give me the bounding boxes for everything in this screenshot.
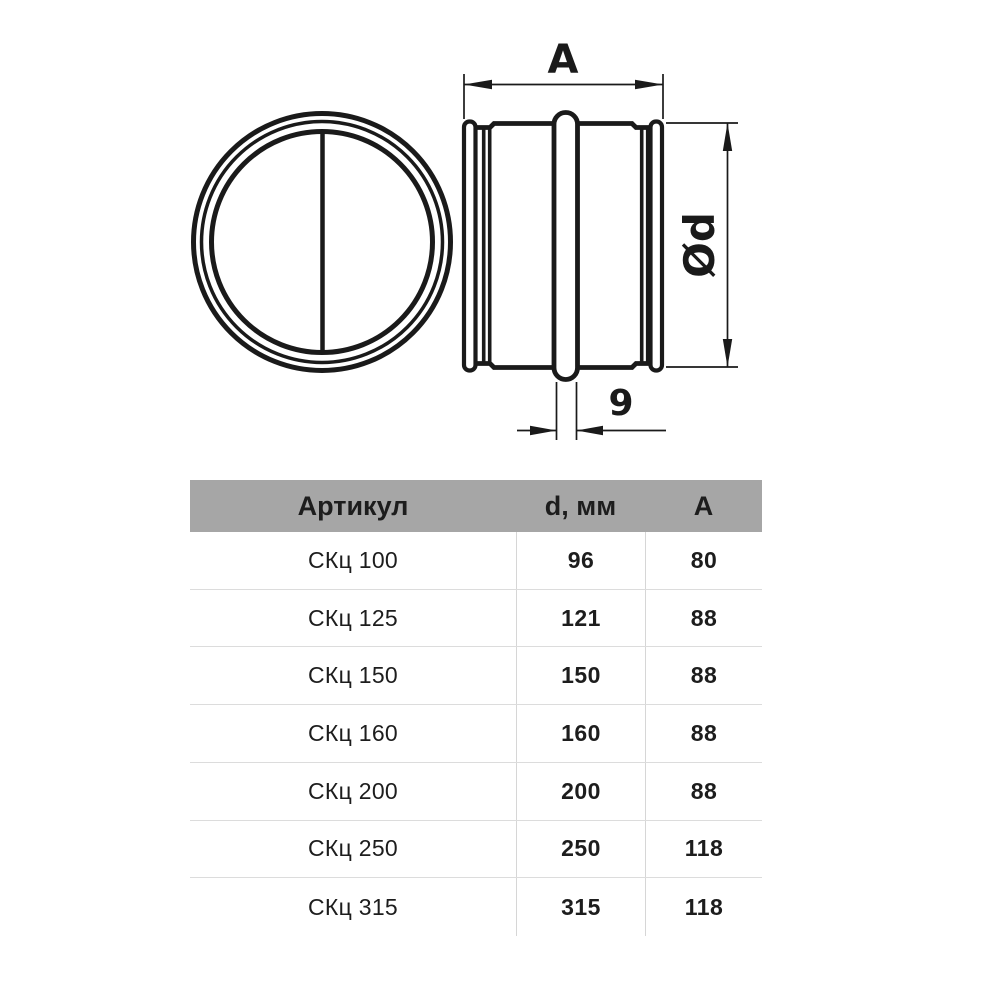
dimension-a-label: A xyxy=(547,37,579,83)
diameter-cell: 150 xyxy=(516,647,645,704)
diameter-cell: 200 xyxy=(516,763,645,820)
diameter-cell: 96 xyxy=(516,532,645,589)
diameter-cell: 315 xyxy=(516,878,645,936)
table-row xyxy=(190,705,762,763)
arrowhead-down xyxy=(723,339,732,367)
side-view-center-rib xyxy=(554,113,578,380)
column-header-width: А xyxy=(693,490,714,521)
table-row xyxy=(190,821,762,879)
width-cell: 118 xyxy=(645,821,762,878)
spec-table xyxy=(190,480,762,936)
front-view xyxy=(194,114,451,371)
dimension-diameter xyxy=(666,123,738,367)
diameter-cell: 250 xyxy=(516,821,645,878)
side-view-right-lip xyxy=(651,122,663,371)
dimension-a xyxy=(464,37,663,119)
article-cell: СКц 200 xyxy=(307,777,399,804)
arrowhead-right xyxy=(635,80,663,89)
width-cell: 88 xyxy=(645,590,762,647)
width-cell: 88 xyxy=(645,647,762,704)
dimension-rib-width xyxy=(517,382,666,440)
article-cell: СКц 125 xyxy=(307,604,399,631)
diameter-cell: 121 xyxy=(516,590,645,647)
column-header-diameter: d, мм xyxy=(544,490,617,521)
width-cell: 88 xyxy=(645,763,762,820)
table-row xyxy=(190,590,762,648)
article-cell: СКц 100 xyxy=(307,546,399,573)
article-cell: СКц 150 xyxy=(307,662,399,689)
side-view-left-lip xyxy=(464,122,476,371)
table-row xyxy=(190,532,762,590)
article-cell: СКц 315 xyxy=(307,893,399,920)
technical-drawing xyxy=(0,0,1000,470)
diameter-cell: 160 xyxy=(516,705,645,762)
table-row xyxy=(190,647,762,705)
arrowhead-right xyxy=(530,426,557,435)
table-row xyxy=(190,878,762,936)
arrowhead-left xyxy=(577,426,604,435)
width-cell: 88 xyxy=(645,705,762,762)
article-cell: СКц 160 xyxy=(307,719,399,746)
side-view xyxy=(464,113,662,380)
arrowhead-up xyxy=(723,123,732,151)
table-row xyxy=(190,763,762,821)
table-header-row xyxy=(190,480,762,532)
width-cell: 118 xyxy=(645,878,762,936)
column-header-article: Артикул xyxy=(297,490,409,521)
width-cell: 80 xyxy=(645,532,762,589)
dimension-rib-label: 9 xyxy=(608,383,634,424)
arrowhead-left xyxy=(464,80,492,89)
dimension-diameter-label: Ød xyxy=(675,212,724,278)
article-cell: СКц 250 xyxy=(307,835,399,862)
